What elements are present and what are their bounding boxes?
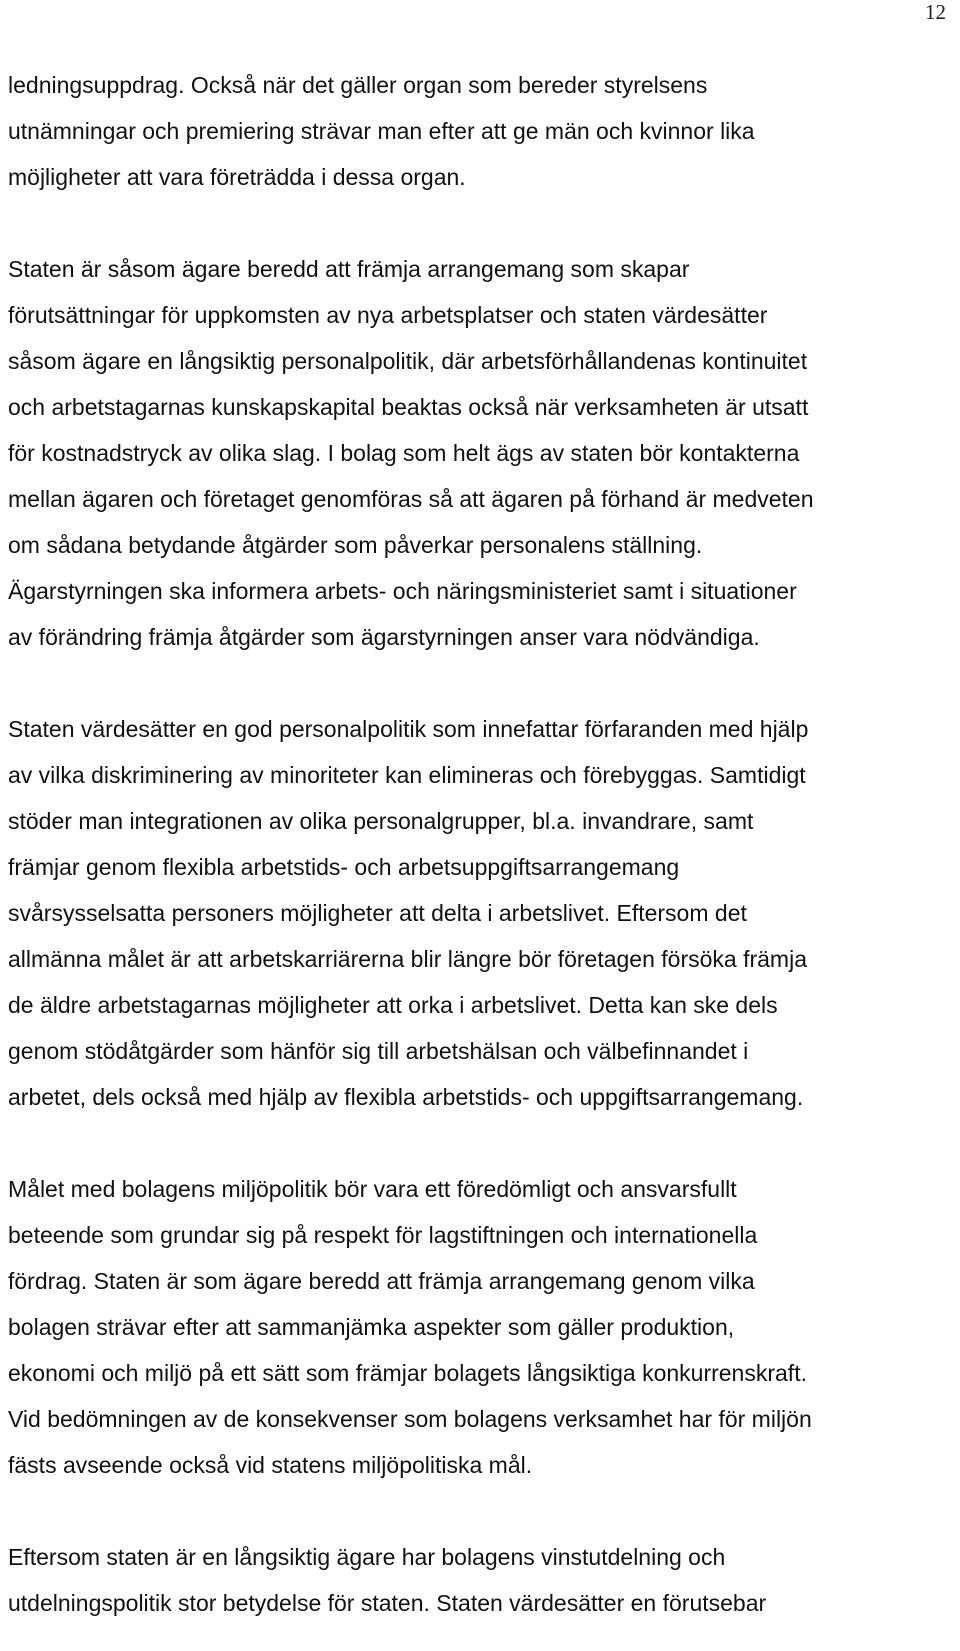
- text-line: Staten är såsom ägare beredd att främja arrangemang som skapar: [8, 256, 690, 282]
- text-line: möjligheter att vara företrädda i dessa organ.: [8, 164, 466, 190]
- text-line: om sådana betydande åtgärder som påverkar personalens ställning.: [8, 532, 703, 558]
- text-line: Eftersom staten är en långsiktig ägare har bolagens vinstutdelning och: [8, 1544, 726, 1570]
- text-line: och arbetstagarnas kunskapskapital beaktas också när verksamheten är utsatt: [8, 394, 809, 420]
- text-line: för kostnadstryck av olika slag. I bolag som helt ägs av staten bör kontakterna: [8, 440, 800, 466]
- text-line: Staten värdesätter en god personalpolitik som innefattar förfaranden med hjälp: [8, 716, 809, 742]
- text-line: såsom ägare en långsiktig personalpolitik, där arbetsförhållandenas kontinuitet: [8, 348, 808, 374]
- text-line: Vid bedömningen av de konsekvenser som bolagens verksamhet har för miljön: [8, 1406, 812, 1432]
- text-line: de äldre arbetstagarnas möjligheter att orka i arbetslivet. Detta kan ske dels: [8, 992, 778, 1018]
- text-line: Ägarstyrningen ska informera arbets- och näringsministeriet samt i situationer: [8, 578, 797, 604]
- text-line: allmänna målet är att arbetskarriärerna blir längre bör företagen försöka främja: [8, 946, 807, 972]
- text-line: av förändring främja åtgärder som ägarstyrningen anser vara nödvändiga.: [8, 624, 760, 650]
- text-line: utnämningar och premiering strävar man efter att ge män och kvinnor lika: [8, 118, 755, 144]
- text-line: genom stödåtgärder som hänför sig till arbetshälsan och välbefinnandet i: [8, 1038, 749, 1064]
- text-line: ledningsuppdrag. Också när det gäller organ som bereder styrelsens: [8, 72, 708, 98]
- text-line: arbetet, dels också med hjälp av flexibla arbetstids- och uppgiftsarrangemang.: [8, 1084, 804, 1110]
- document-body: [8, 62, 956, 1626]
- paragraph-2: [8, 246, 956, 660]
- text-line: fördrag. Staten är som ägare beredd att främja arrangemang genom vilka: [8, 1268, 755, 1294]
- text-line: främjar genom flexibla arbetstids- och arbetsuppgiftsarrangemang: [8, 854, 680, 880]
- text-line: stöder man integrationen av olika personalgrupper, bl.a. invandrare, samt: [8, 808, 754, 834]
- paragraph-3: [8, 706, 956, 1120]
- text-line: Målet med bolagens miljöpolitik bör vara ett föredömligt och ansvarsfullt: [8, 1176, 737, 1202]
- text-line: svårsysselsatta personers möjligheter att delta i arbetslivet. Eftersom det: [8, 900, 747, 926]
- text-line: förutsättningar för uppkomsten av nya arbetsplatser och staten värdesätter: [8, 302, 768, 328]
- paragraph-1: [8, 62, 956, 200]
- text-line: fästs avseende också vid statens miljöpolitiska mål.: [8, 1452, 533, 1478]
- text-line: bolagen strävar efter att sammanjämka aspekter som gäller produktion,: [8, 1314, 735, 1340]
- text-line: beteende som grundar sig på respekt för lagstiftningen och internationella: [8, 1222, 758, 1248]
- text-line: mellan ägaren och företaget genomföras så att ägaren på förhand är medveten: [8, 486, 814, 512]
- page-number: 12: [925, 0, 946, 24]
- paragraph-4: [8, 1166, 956, 1488]
- text-line: av vilka diskriminering av minoriteter kan elimineras och förebyggas. Samtidigt: [8, 762, 806, 788]
- paragraph-5: [8, 1534, 956, 1626]
- text-line: ekonomi och miljö på ett sätt som främjar bolagets långsiktiga konkurrenskraft.: [8, 1360, 807, 1386]
- text-line: utdelningspolitik stor betydelse för staten. Staten värdesätter en förutsebar: [8, 1590, 767, 1616]
